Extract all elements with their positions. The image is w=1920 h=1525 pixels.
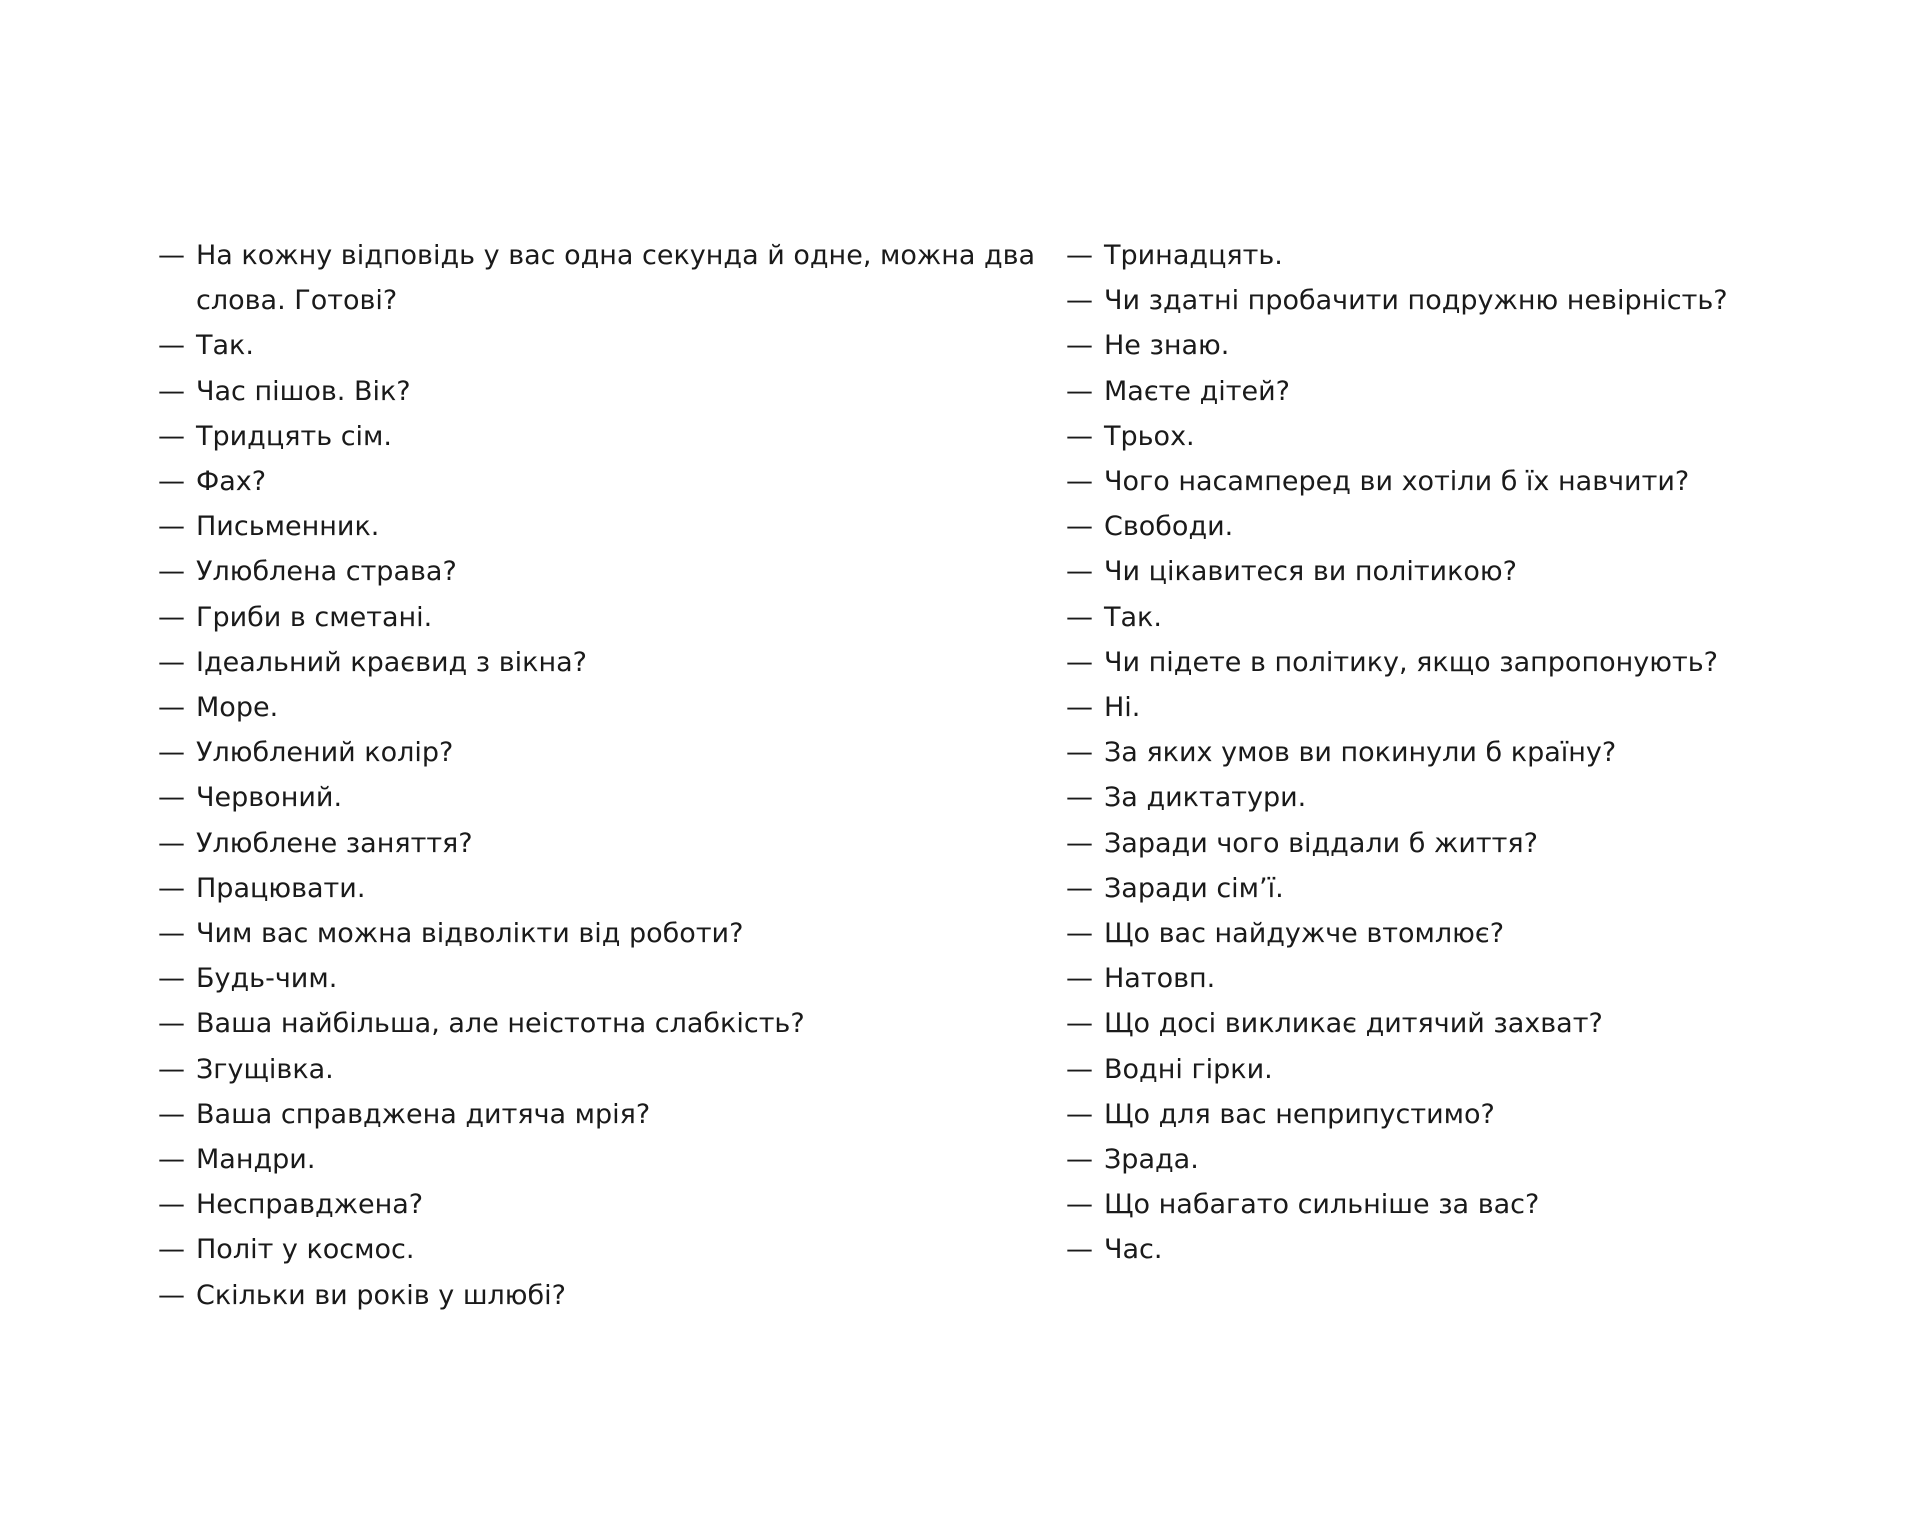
dialogue-line [1066,1137,1866,1182]
dialogue-text: Гриби в сметані. [196,601,433,633]
dialogue-text: Чи цікавитеся ви політикою? [1104,556,1517,588]
dialogue-line [1066,1092,1866,1137]
dialogue-line [1066,1227,1866,1272]
dialogue-text: Так. [1104,601,1162,633]
dash-marker: — [158,1144,185,1176]
dash-marker: — [158,646,185,678]
dialogue-text: Улюблена страва? [196,556,457,588]
dialogue-text: Заради чого віддали б життя? [1104,827,1538,859]
dialogue-text: Мандри. [196,1144,316,1176]
dialogue-line [1066,640,1866,685]
dash-marker: — [158,872,185,904]
dialogue-line [158,1092,1038,1137]
dialogue-text: Чим вас можна відволікти від роботи? [196,918,744,950]
dialogue-text: Маєте дітей? [1104,375,1290,407]
dialogue-line [1066,1001,1866,1046]
dialogue-line [158,685,1038,730]
dialogue-line [1066,323,1866,368]
dash-marker: — [158,601,185,633]
dialogue-text: Тридцять сім. [196,420,392,452]
dash-marker: — [1066,556,1093,588]
dialogue-text: Натовп. [1104,963,1216,995]
dialogue-line [1066,911,1866,956]
dialogue-text: За диктатури. [1104,782,1307,814]
dialogue-column-right [1066,233,1866,1273]
dialogue-line [1066,821,1866,866]
dash-marker: — [158,466,185,498]
dialogue-line [158,866,1038,911]
dash-marker: — [1066,782,1093,814]
dash-marker: — [1066,285,1093,317]
dialogue-text: Чи здатні пробачити подружню невірність? [1104,285,1728,317]
dialogue-text: Час. [1104,1234,1163,1266]
dialogue-line [158,730,1038,775]
dialogue-text: Чи підете в політику, якщо запропонують? [1104,646,1718,678]
dialogue-line [1066,459,1866,504]
dialogue-text: Будь-чим. [196,963,338,995]
dialogue-line [158,549,1038,594]
dash-marker: — [1066,375,1093,407]
dialogue-text: Ваша найбільша, але неістотна слабкість? [196,1008,805,1040]
dash-marker: — [1066,1189,1093,1221]
dash-marker: — [158,1053,185,1085]
dialogue-line [158,233,1038,323]
dialogue-text: Час пішов. Вік? [196,375,411,407]
dialogue-text: За яких умов ви покинули б країну? [1104,737,1617,769]
dialogue-line [1066,1047,1866,1092]
dialogue-line [1066,866,1866,911]
dash-marker: — [1066,1234,1093,1266]
dialogue-line [1066,730,1866,775]
dialogue-line [158,1137,1038,1182]
dialogue-text: Зрада. [1104,1144,1199,1176]
dash-marker: — [1066,601,1093,633]
dash-marker: — [158,511,185,543]
dash-marker: — [1066,1053,1093,1085]
dialogue-line [1066,1182,1866,1227]
dialogue-line [158,414,1038,459]
dash-marker: — [1066,963,1093,995]
dialogue-line [158,595,1038,640]
dialogue-text: Улюблений колір? [196,737,454,769]
dialogue-text: Згущівка. [196,1053,334,1085]
dash-marker: — [158,737,185,769]
dialogue-line [158,640,1038,685]
dash-marker: — [158,420,185,452]
dialogue-text: Чого насамперед ви хотіли б їх навчити? [1104,466,1690,498]
dash-marker: — [158,556,185,588]
dialogue-line [158,821,1038,866]
dialogue-text: Водні гірки. [1104,1053,1273,1085]
dialogue-text: На кожну відповідь у вас одна секунда й одне, можна два слова. Готові? [196,240,1036,317]
dash-marker: — [158,1234,185,1266]
dialogue-line [1066,233,1866,278]
dash-marker: — [158,1279,185,1311]
dash-marker: — [158,375,185,407]
dialogue-line [158,1047,1038,1092]
dash-marker: — [1066,827,1093,859]
dialogue-line [158,369,1038,414]
dialogue-text: Що вас найдужче втомлює? [1104,918,1505,950]
dash-marker: — [1066,918,1093,950]
dialogue-text: Трьох. [1104,420,1195,452]
dialogue-text: Червоний. [196,782,343,814]
dialogue-text: Не знаю. [1104,330,1230,362]
dialogue-line [158,911,1038,956]
dialogue-text: Працювати. [196,872,366,904]
dash-marker: — [158,963,185,995]
dash-marker: — [158,692,185,724]
dialogue-line [1066,369,1866,414]
dialogue-text: Несправджена? [196,1189,424,1221]
dash-marker: — [1066,511,1093,543]
dialogue-line [158,1182,1038,1227]
dialogue-text: Улюблене заняття? [196,827,473,859]
dialogue-line [1066,685,1866,730]
dash-marker: — [1066,1098,1093,1130]
dash-marker: — [1066,737,1093,769]
dash-marker: — [1066,240,1093,271]
dialogue-text: Ідеальний краєвид з вікна? [196,646,587,678]
dialogue-text: Що досі викликає дитячий захват? [1104,1008,1603,1040]
dash-marker: — [158,240,185,271]
dialogue-line [158,956,1038,1001]
dialogue-line [158,1227,1038,1272]
dialogue-line [1066,278,1866,323]
dash-marker: — [1066,692,1093,724]
dialogue-line [1066,549,1866,594]
dialogue-text: Політ у космос. [196,1234,415,1266]
dash-marker: — [1066,330,1093,362]
dialogue-text: Що для вас неприпустимо? [1104,1098,1495,1130]
dash-marker: — [158,1189,185,1221]
dialogue-line [158,459,1038,504]
dialogue-text: Що набагато сильніше за вас? [1104,1189,1540,1221]
dialogue-text: Письменник. [196,511,380,543]
dialogue-text: Ні. [1104,692,1141,724]
dialogue-text: Заради сім’ї. [1104,872,1284,904]
dialogue-text: Тринадцять. [1104,240,1283,271]
dash-marker: — [1066,1008,1093,1040]
dialogue-line [158,323,1038,368]
dialogue-line [158,1001,1038,1046]
dash-marker: — [158,1098,185,1130]
dialogue-text: Скільки ви років у шлюбі? [196,1279,567,1311]
dialogue-text: Свободи. [1104,511,1234,543]
dialogue-line [1066,414,1866,459]
dash-marker: — [1066,872,1093,904]
dialogue-text: Ваша справджена дитяча мрія? [196,1098,651,1130]
dash-marker: — [158,918,185,950]
dialogue-text: Так. [196,330,254,362]
dash-marker: — [158,827,185,859]
dash-marker: — [158,1008,185,1040]
dash-marker: — [1066,646,1093,678]
dialogue-line [1066,956,1866,1001]
dialogue-text: Море. [196,692,279,724]
dialogue-text: Фах? [196,466,267,498]
dialogue-line [1066,775,1866,820]
dash-marker: — [1066,466,1093,498]
dash-marker: — [158,330,185,362]
dialogue-column-left [158,233,1038,1318]
dash-marker: — [158,782,185,814]
dialogue-line [158,1273,1038,1318]
dialogue-line [1066,595,1866,640]
dash-marker: — [1066,420,1093,452]
dash-marker: — [1066,1144,1093,1176]
dialogue-line [158,504,1038,549]
dialogue-line [1066,504,1866,549]
dialogue-line [158,775,1038,820]
